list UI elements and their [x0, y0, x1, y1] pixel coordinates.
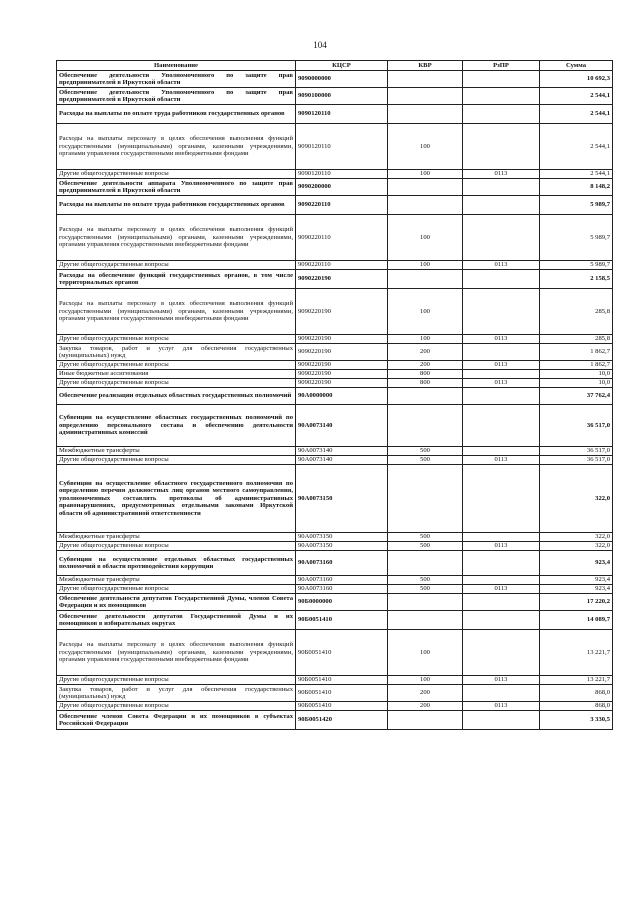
cell-kcsr: 90А0000000: [296, 388, 388, 405]
cell-rzpr: 0113: [463, 361, 540, 370]
cell-sum: 36 517,0: [540, 456, 613, 465]
table-body: [57, 71, 613, 730]
cell-sum: 17 220,2: [540, 594, 613, 611]
cell-rzpr: [463, 551, 540, 576]
cell-kvr: [388, 105, 463, 124]
cell-sum: 8 148,2: [540, 179, 613, 196]
cell-kcsr: 9090200000: [296, 179, 388, 196]
cell-kcsr: 9090220190: [296, 289, 388, 335]
table-row: [57, 630, 613, 676]
cell-sum: 10,0: [540, 379, 613, 388]
cell-sum: 10 692,3: [540, 71, 613, 88]
cell-kvr: 200: [388, 702, 463, 711]
table-row: [57, 270, 613, 289]
cell-name: Другие общегосударственные вопросы: [57, 676, 296, 685]
cell-sum: 2 544,1: [540, 88, 613, 105]
cell-name: Расходы на выплаты персоналу в целях обеспечения выполнения функций государственными (муниципальными) органами, казенными учреждениями, органами управления государственными внебюджетными фондами: [57, 124, 296, 170]
cell-name: Расходы на выплаты по оплате труда работников государственных органов: [57, 196, 296, 215]
cell-rzpr: 0113: [463, 335, 540, 344]
cell-kvr: [388, 551, 463, 576]
table-row: [57, 124, 613, 170]
cell-kvr: 100: [388, 676, 463, 685]
cell-name: Другие общегосударственные вопросы: [57, 542, 296, 551]
cell-rzpr: [463, 289, 540, 335]
cell-rzpr: [463, 630, 540, 676]
cell-name: Межбюджетные трансферты: [57, 576, 296, 585]
cell-kcsr: 90Б0051410: [296, 676, 388, 685]
cell-name: Расходы на выплаты персоналу в целях обеспечения выполнения функций государственными (муниципальными) органами, казенными учреждениями, органами управления государственными внебюджетными фондами: [57, 630, 296, 676]
header-rzpr: РзПР: [463, 61, 540, 71]
cell-rzpr: [463, 685, 540, 702]
cell-rzpr: [463, 179, 540, 196]
cell-name: Другие общегосударственные вопросы: [57, 456, 296, 465]
cell-rzpr: [463, 344, 540, 361]
cell-name: Другие общегосударственные вопросы: [57, 361, 296, 370]
cell-kcsr: 9090120110: [296, 105, 388, 124]
cell-kvr: [388, 179, 463, 196]
cell-kvr: 100: [388, 215, 463, 261]
cell-sum: 5 989,7: [540, 215, 613, 261]
cell-kcsr: 90А0073140: [296, 405, 388, 447]
table-row: [57, 711, 613, 730]
cell-sum: 868,0: [540, 702, 613, 711]
cell-name: Другие общегосударственные вопросы: [57, 585, 296, 594]
cell-rzpr: [463, 611, 540, 630]
cell-rzpr: 0113: [463, 456, 540, 465]
cell-name: Межбюджетные трансферты: [57, 447, 296, 456]
cell-rzpr: [463, 71, 540, 88]
cell-name: Расходы на выплаты по оплате труда работников государственных органов: [57, 105, 296, 124]
page-number: 104: [313, 40, 327, 50]
cell-rzpr: [463, 105, 540, 124]
cell-kcsr: 9090220190: [296, 361, 388, 370]
cell-sum: 322,0: [540, 542, 613, 551]
cell-name: Межбюджетные трансферты: [57, 533, 296, 542]
table-row: [57, 576, 613, 585]
cell-kvr: 500: [388, 447, 463, 456]
cell-kvr: 200: [388, 344, 463, 361]
table-row: [57, 542, 613, 551]
cell-sum: 868,0: [540, 685, 613, 702]
cell-rzpr: 0113: [463, 170, 540, 179]
cell-rzpr: [463, 196, 540, 215]
table-row: [57, 215, 613, 261]
cell-kcsr: 90Б0051410: [296, 630, 388, 676]
cell-rzpr: 0113: [463, 542, 540, 551]
table-row: [57, 196, 613, 215]
cell-sum: 13 221,7: [540, 676, 613, 685]
cell-rzpr: [463, 370, 540, 379]
cell-kcsr: 90А0073160: [296, 551, 388, 576]
cell-kvr: [388, 594, 463, 611]
cell-kvr: 800: [388, 370, 463, 379]
cell-kvr: [388, 88, 463, 105]
cell-sum: 5 989,7: [540, 196, 613, 215]
cell-name: Обеспечение деятельности аппарата Уполномоченного по защите прав предпринимателей в Иркутской области: [57, 179, 296, 196]
cell-kcsr: 90А0073140: [296, 447, 388, 456]
cell-kvr: [388, 71, 463, 88]
cell-kvr: 100: [388, 289, 463, 335]
cell-kvr: [388, 196, 463, 215]
table-row: [57, 361, 613, 370]
cell-kvr: 500: [388, 585, 463, 594]
cell-name: Обеспечение деятельности депутатов Государственной Думы и их помощников в избирательных округах: [57, 611, 296, 630]
cell-kcsr: 9090120110: [296, 124, 388, 170]
cell-rzpr: [463, 270, 540, 289]
cell-name: Субвенции на осуществление областных государственных полномочий по определению персонального состава и обеспечению деятельности административных комиссий: [57, 405, 296, 447]
cell-rzpr: [463, 124, 540, 170]
table-row: [57, 685, 613, 702]
cell-rzpr: 0113: [463, 676, 540, 685]
cell-rzpr: [463, 533, 540, 542]
table-row: [57, 71, 613, 88]
cell-kcsr: 90Б0051420: [296, 711, 388, 730]
cell-kvr: [388, 611, 463, 630]
cell-rzpr: 0113: [463, 585, 540, 594]
cell-kvr: 500: [388, 542, 463, 551]
header-kcsr: КЦСР: [296, 61, 388, 71]
table-row: [57, 335, 613, 344]
cell-sum: 5 989,7: [540, 261, 613, 270]
cell-kvr: 500: [388, 533, 463, 542]
cell-rzpr: 0113: [463, 379, 540, 388]
table-row: [57, 702, 613, 711]
header-name: Наименование: [57, 61, 296, 71]
table-row: [57, 170, 613, 179]
cell-kvr: [388, 405, 463, 447]
cell-kcsr: 90Б0051410: [296, 685, 388, 702]
cell-rzpr: [463, 405, 540, 447]
cell-kvr: 100: [388, 124, 463, 170]
cell-kcsr: 9090220190: [296, 270, 388, 289]
cell-name: Закупка товаров, работ и услуг для обеспечения государственных (муниципальных) нужд: [57, 685, 296, 702]
table-row: [57, 447, 613, 456]
cell-name: Иные бюджетные ассигнования: [57, 370, 296, 379]
cell-name: Обеспечение деятельности Уполномоченного по защите прав предпринимателей в Иркутской области: [57, 88, 296, 105]
cell-sum: 1 862,7: [540, 344, 613, 361]
cell-rzpr: [463, 594, 540, 611]
cell-kcsr: 9090220190: [296, 370, 388, 379]
cell-kcsr: 9090220110: [296, 261, 388, 270]
header-sum: Сумма: [540, 61, 613, 71]
table-header-row: [57, 61, 613, 71]
cell-rzpr: [463, 447, 540, 456]
cell-kcsr: 9090220190: [296, 379, 388, 388]
table-row: [57, 88, 613, 105]
cell-kvr: 500: [388, 456, 463, 465]
cell-kvr: 100: [388, 170, 463, 179]
table-row: [57, 105, 613, 124]
table-row: [57, 179, 613, 196]
cell-rzpr: 0113: [463, 261, 540, 270]
cell-rzpr: [463, 465, 540, 533]
table-row: [57, 594, 613, 611]
cell-kvr: [388, 388, 463, 405]
cell-name: Обеспечение деятельности Уполномоченного по защите прав предпринимателей в Иркутской области: [57, 71, 296, 88]
cell-kcsr: 9090220110: [296, 215, 388, 261]
cell-name: Другие общегосударственные вопросы: [57, 379, 296, 388]
cell-kcsr: 90А0073150: [296, 542, 388, 551]
cell-rzpr: [463, 388, 540, 405]
cell-kcsr: 90А0073150: [296, 465, 388, 533]
cell-kcsr: 9090220190: [296, 344, 388, 361]
cell-rzpr: [463, 711, 540, 730]
cell-sum: 923,4: [540, 551, 613, 576]
table-row: [57, 405, 613, 447]
cell-name: Другие общегосударственные вопросы: [57, 335, 296, 344]
cell-kcsr: 9090120110: [296, 170, 388, 179]
cell-kcsr: 90Б0051410: [296, 611, 388, 630]
cell-kvr: 200: [388, 361, 463, 370]
cell-name: Обеспечение деятельности депутатов Государственной Думы, членов Совета Федерации и их помощников: [57, 594, 296, 611]
table-row: [57, 456, 613, 465]
cell-sum: 923,4: [540, 585, 613, 594]
cell-kcsr: 90А0073160: [296, 585, 388, 594]
cell-sum: 1 862,7: [540, 361, 613, 370]
cell-sum: 13 221,7: [540, 630, 613, 676]
cell-sum: 285,8: [540, 335, 613, 344]
cell-sum: 285,8: [540, 289, 613, 335]
cell-name: Другие общегосударственные вопросы: [57, 702, 296, 711]
cell-kvr: 500: [388, 576, 463, 585]
table-row: [57, 551, 613, 576]
cell-rzpr: 0113: [463, 702, 540, 711]
cell-rzpr: [463, 576, 540, 585]
cell-kcsr: 9090000000: [296, 71, 388, 88]
cell-kcsr: 9090100000: [296, 88, 388, 105]
cell-name: Субвенции на осуществление отдельных областных государственных полномочий в области противодействия коррупции: [57, 551, 296, 576]
cell-sum: 2 544,1: [540, 170, 613, 179]
cell-kvr: [388, 711, 463, 730]
cell-rzpr: [463, 215, 540, 261]
cell-kvr: 100: [388, 630, 463, 676]
table-row: [57, 388, 613, 405]
table-row: [57, 289, 613, 335]
cell-sum: 14 089,7: [540, 611, 613, 630]
table-row: [57, 261, 613, 270]
table-row: [57, 585, 613, 594]
table-row: [57, 676, 613, 685]
cell-sum: 923,4: [540, 576, 613, 585]
table-row: [57, 611, 613, 630]
cell-sum: 3 330,5: [540, 711, 613, 730]
cell-sum: 2 544,1: [540, 124, 613, 170]
cell-rzpr: [463, 88, 540, 105]
cell-name: Расходы на выплаты персоналу в целях обеспечения выполнения функций государственными (муниципальными) органами, казенными учреждениями, органами управления государственными внебюджетными фондами: [57, 215, 296, 261]
cell-kcsr: 90А0073150: [296, 533, 388, 542]
cell-sum: 2 544,1: [540, 105, 613, 124]
cell-kcsr: 9090220190: [296, 335, 388, 344]
cell-kcsr: 90Б0000000: [296, 594, 388, 611]
cell-kvr: [388, 465, 463, 533]
cell-sum: 37 762,4: [540, 388, 613, 405]
cell-sum: 322,0: [540, 465, 613, 533]
budget-table: [56, 60, 613, 730]
cell-name: Обеспечение членов Совета Федерации и их помощников в субъектах Российской Федерации: [57, 711, 296, 730]
cell-sum: 2 158,5: [540, 270, 613, 289]
cell-kvr: [388, 270, 463, 289]
cell-name: Субвенции на осуществление областного государственного полномочия по определению перечня должностных лиц органов местного самоуправления, уполномоченных составлять протоколы об административных правонарушениях, предусмотренных отдельными законами Иркутской области об административной ответственности: [57, 465, 296, 533]
header-kvr: КВР: [388, 61, 463, 71]
cell-kvr: 800: [388, 379, 463, 388]
cell-sum: 36 517,0: [540, 447, 613, 456]
cell-name: Другие общегосударственные вопросы: [57, 170, 296, 179]
cell-name: Обеспечение реализации отдельных областных государственных полномочий: [57, 388, 296, 405]
table-row: [57, 344, 613, 361]
cell-sum: 10,0: [540, 370, 613, 379]
table-row: [57, 379, 613, 388]
cell-kcsr: 90А0073140: [296, 456, 388, 465]
table-row: [57, 533, 613, 542]
cell-kvr: 100: [388, 261, 463, 270]
cell-kcsr: 9090220110: [296, 196, 388, 215]
table-row: [57, 465, 613, 533]
cell-kcsr: 90Б0051410: [296, 702, 388, 711]
cell-name: Расходы на обеспечение функций государственных органов, в том числе территориальных органов: [57, 270, 296, 289]
cell-kcsr: 90А0073160: [296, 576, 388, 585]
cell-kvr: 100: [388, 335, 463, 344]
cell-sum: 322,0: [540, 533, 613, 542]
cell-sum: 36 517,0: [540, 405, 613, 447]
cell-name: Расходы на выплаты персоналу в целях обеспечения выполнения функций государственными (муниципальными) органами, казенными учреждениями, органами управления государственными внебюджетными фондами: [57, 289, 296, 335]
cell-kvr: 200: [388, 685, 463, 702]
cell-name: Закупка товаров, работ и услуг для обеспечения государственных (муниципальных) нужд: [57, 344, 296, 361]
cell-name: Другие общегосударственные вопросы: [57, 261, 296, 270]
table-row: [57, 370, 613, 379]
